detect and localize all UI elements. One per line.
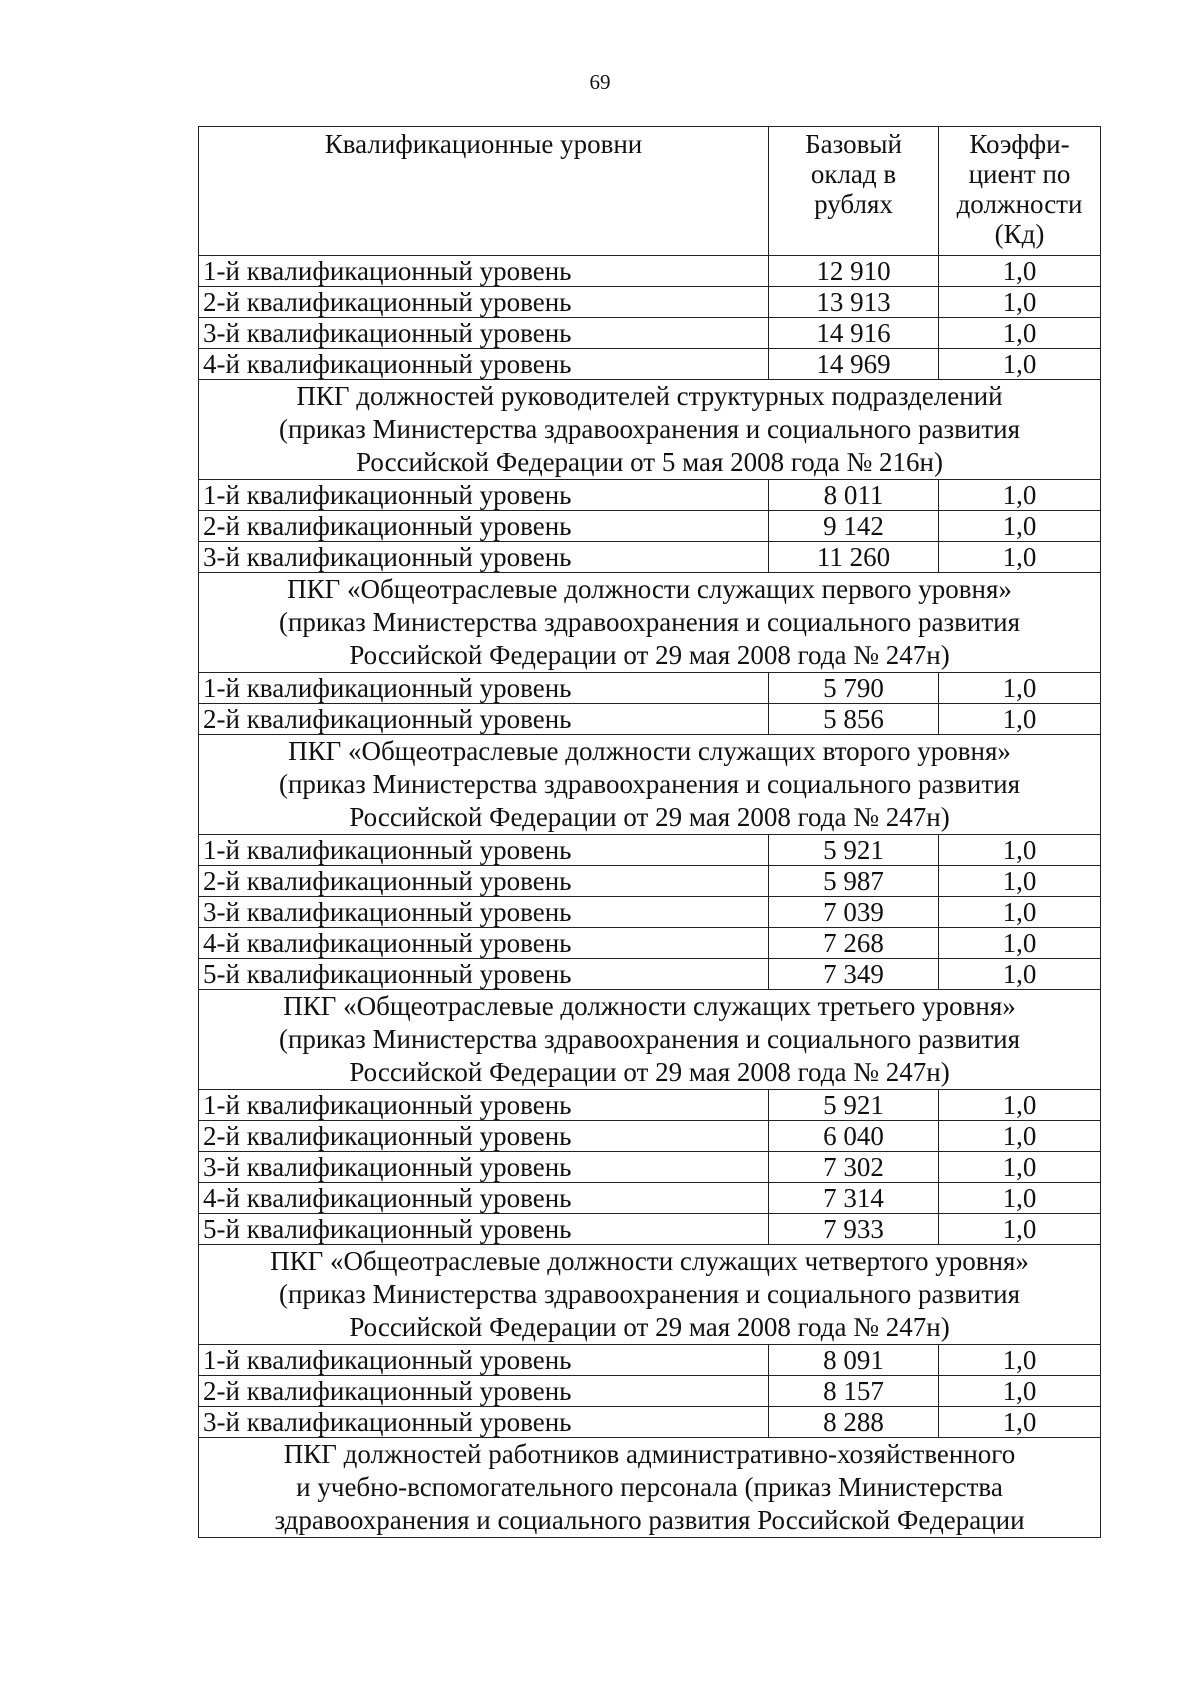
table-row [199,511,1101,542]
base-salary-cell: 7 933 [769,1214,939,1245]
table-body [199,127,1101,1538]
coefficient-cell: 1,0 [939,318,1101,349]
table-row [199,1376,1101,1407]
base-salary-cell: 5 790 [769,673,939,704]
table-row [199,673,1101,704]
group-title-line: и учебно-вспомогательного персонала (приказ Министерства [296,1472,1003,1502]
level-cell: 1-й квалификационный уровень [199,1345,769,1376]
base-salary-cell: 6 040 [769,1121,939,1152]
base-salary-cell: 14 916 [769,318,939,349]
base-salary-cell: 7 314 [769,1183,939,1214]
group-title-row [199,380,1101,480]
header-position-coefficient: Коэффи-циент по должности (Кд) [939,127,1101,256]
table-row [199,287,1101,318]
coefficient-cell: 1,0 [939,480,1101,511]
level-cell: 4-й квалификационный уровень [199,928,769,959]
table-row [199,1121,1101,1152]
coefficient-cell: 1,0 [939,959,1101,990]
table-row [199,318,1101,349]
group-title-line: Российской Федерации от 29 мая 2008 года № 247н) [349,640,950,670]
coefficient-cell: 1,0 [939,1183,1101,1214]
coefficient-cell: 1,0 [939,511,1101,542]
base-salary-cell: 7 302 [769,1152,939,1183]
coefficient-cell: 1,0 [939,287,1101,318]
table-row [199,1407,1101,1438]
group-title-line: (приказ Министерства здравоохранения и социального развития [278,1279,1020,1309]
base-salary-cell: 8 288 [769,1407,939,1438]
group-title-row [199,573,1101,673]
page-number: 69 [589,70,611,94]
level-cell: 3-й квалификационный уровень [199,542,769,573]
table-row [199,866,1101,897]
base-salary-cell: 8 011 [769,480,939,511]
table-row [199,704,1101,735]
coefficient-cell: 1,0 [939,542,1101,573]
group-title-line: ПКГ «Общеотраслевые должности служащих первого уровня» [287,574,1012,604]
group-title-cell [199,1245,1101,1345]
level-cell: 2-й квалификационный уровень [199,511,769,542]
salary-table [198,126,1101,1538]
group-title-row [199,1438,1101,1538]
coefficient-cell: 1,0 [939,928,1101,959]
coefficient-cell: 1,0 [939,1090,1101,1121]
group-title-line: ПКГ «Общеотраслевые должности служащих четвертого уровня» [270,1246,1029,1276]
coefficient-cell: 1,0 [939,1152,1101,1183]
table-row [199,835,1101,866]
group-title-line: ПКГ «Общеотраслевые должности служащих второго уровня» [288,736,1011,766]
coefficient-cell: 1,0 [939,1407,1101,1438]
table-row [199,1090,1101,1121]
level-cell: 1-й квалификационный уровень [199,480,769,511]
group-title-line: Российской Федерации от 29 мая 2008 года № 247н) [349,802,950,832]
base-salary-cell: 7 268 [769,928,939,959]
coefficient-cell: 1,0 [939,897,1101,928]
base-salary-cell: 8 157 [769,1376,939,1407]
base-salary-cell: 14 969 [769,349,939,380]
level-cell: 3-й квалификационный уровень [199,897,769,928]
level-cell: 3-й квалификационный уровень [199,1407,769,1438]
header-base-salary: Базовый оклад в рублях [769,127,939,256]
level-cell: 4-й квалификационный уровень [199,349,769,380]
level-cell: 1-й квалификационный уровень [199,1090,769,1121]
coefficient-cell: 1,0 [939,835,1101,866]
group-title-line: Российской Федерации от 29 мая 2008 года № 247н) [349,1312,950,1342]
coefficient-cell: 1,0 [939,1376,1101,1407]
coefficient-cell: 1,0 [939,1121,1101,1152]
table-row [199,1214,1101,1245]
group-title-cell [199,735,1101,835]
base-salary-cell: 13 913 [769,287,939,318]
coefficient-cell: 1,0 [939,866,1101,897]
coefficient-cell: 1,0 [939,349,1101,380]
level-cell: 4-й квалификационный уровень [199,1183,769,1214]
table-row [199,256,1101,287]
coefficient-cell: 1,0 [939,704,1101,735]
base-salary-cell: 5 921 [769,1090,939,1121]
table-row [199,349,1101,380]
group-title-cell [199,1438,1101,1538]
level-cell: 2-й квалификационный уровень [199,1121,769,1152]
table-header-row [199,127,1101,256]
level-cell: 2-й квалификационный уровень [199,704,769,735]
group-title-line: ПКГ должностей руководителей структурных подразделений [296,381,1003,411]
base-salary-cell: 9 142 [769,511,939,542]
group-title-line: (приказ Министерства здравоохранения и социального развития [278,607,1020,637]
table-row [199,480,1101,511]
level-cell: 2-й квалификационный уровень [199,287,769,318]
base-salary-cell: 7 039 [769,897,939,928]
table-row [199,1183,1101,1214]
level-cell: 5-й квалификационный уровень [199,959,769,990]
group-title-row [199,990,1101,1090]
level-cell: 3-й квалификационный уровень [199,318,769,349]
group-title-line: здравоохранения и социального развития Российской Федерации [274,1505,1025,1535]
group-title-row [199,735,1101,835]
table-row [199,959,1101,990]
table-row [199,1152,1101,1183]
table-row [199,1345,1101,1376]
level-cell: 2-й квалификационный уровень [199,1376,769,1407]
level-cell: 1-й квалификационный уровень [199,835,769,866]
group-title-line: Российской Федерации от 29 мая 2008 года № 247н) [349,1057,950,1087]
level-cell: 1-й квалификационный уровень [199,256,769,287]
group-title-line: Российской Федерации от 5 мая 2008 года № 216н) [356,447,943,477]
group-title-cell [199,990,1101,1090]
group-title-row [199,1245,1101,1345]
table-row [199,542,1101,573]
group-title-line: (приказ Министерства здравоохранения и социального развития [278,769,1020,799]
group-title-line: (приказ Министерства здравоохранения и социального развития [278,414,1020,444]
base-salary-cell: 12 910 [769,256,939,287]
base-salary-cell: 5 856 [769,704,939,735]
group-title-cell [199,573,1101,673]
coefficient-cell: 1,0 [939,673,1101,704]
level-cell: 5-й квалификационный уровень [199,1214,769,1245]
base-salary-cell: 11 260 [769,542,939,573]
base-salary-cell: 8 091 [769,1345,939,1376]
coefficient-cell: 1,0 [939,1214,1101,1245]
table-row [199,928,1101,959]
level-cell: 2-й квалификационный уровень [199,866,769,897]
group-title-line: ПКГ должностей работников административно-хозяйственного [283,1439,1016,1469]
base-salary-cell: 7 349 [769,959,939,990]
coefficient-cell: 1,0 [939,1345,1101,1376]
group-title-line: (приказ Министерства здравоохранения и социального развития [278,1024,1020,1054]
base-salary-cell: 5 987 [769,866,939,897]
table-row [199,897,1101,928]
header-qualification-levels: Квалификационные уровни [199,127,769,256]
level-cell: 3-й квалификационный уровень [199,1152,769,1183]
group-title-cell [199,380,1101,480]
base-salary-cell: 5 921 [769,835,939,866]
group-title-line: ПКГ «Общеотраслевые должности служащих третьего уровня» [283,991,1016,1021]
coefficient-cell: 1,0 [939,256,1101,287]
level-cell: 1-й квалификационный уровень [199,673,769,704]
